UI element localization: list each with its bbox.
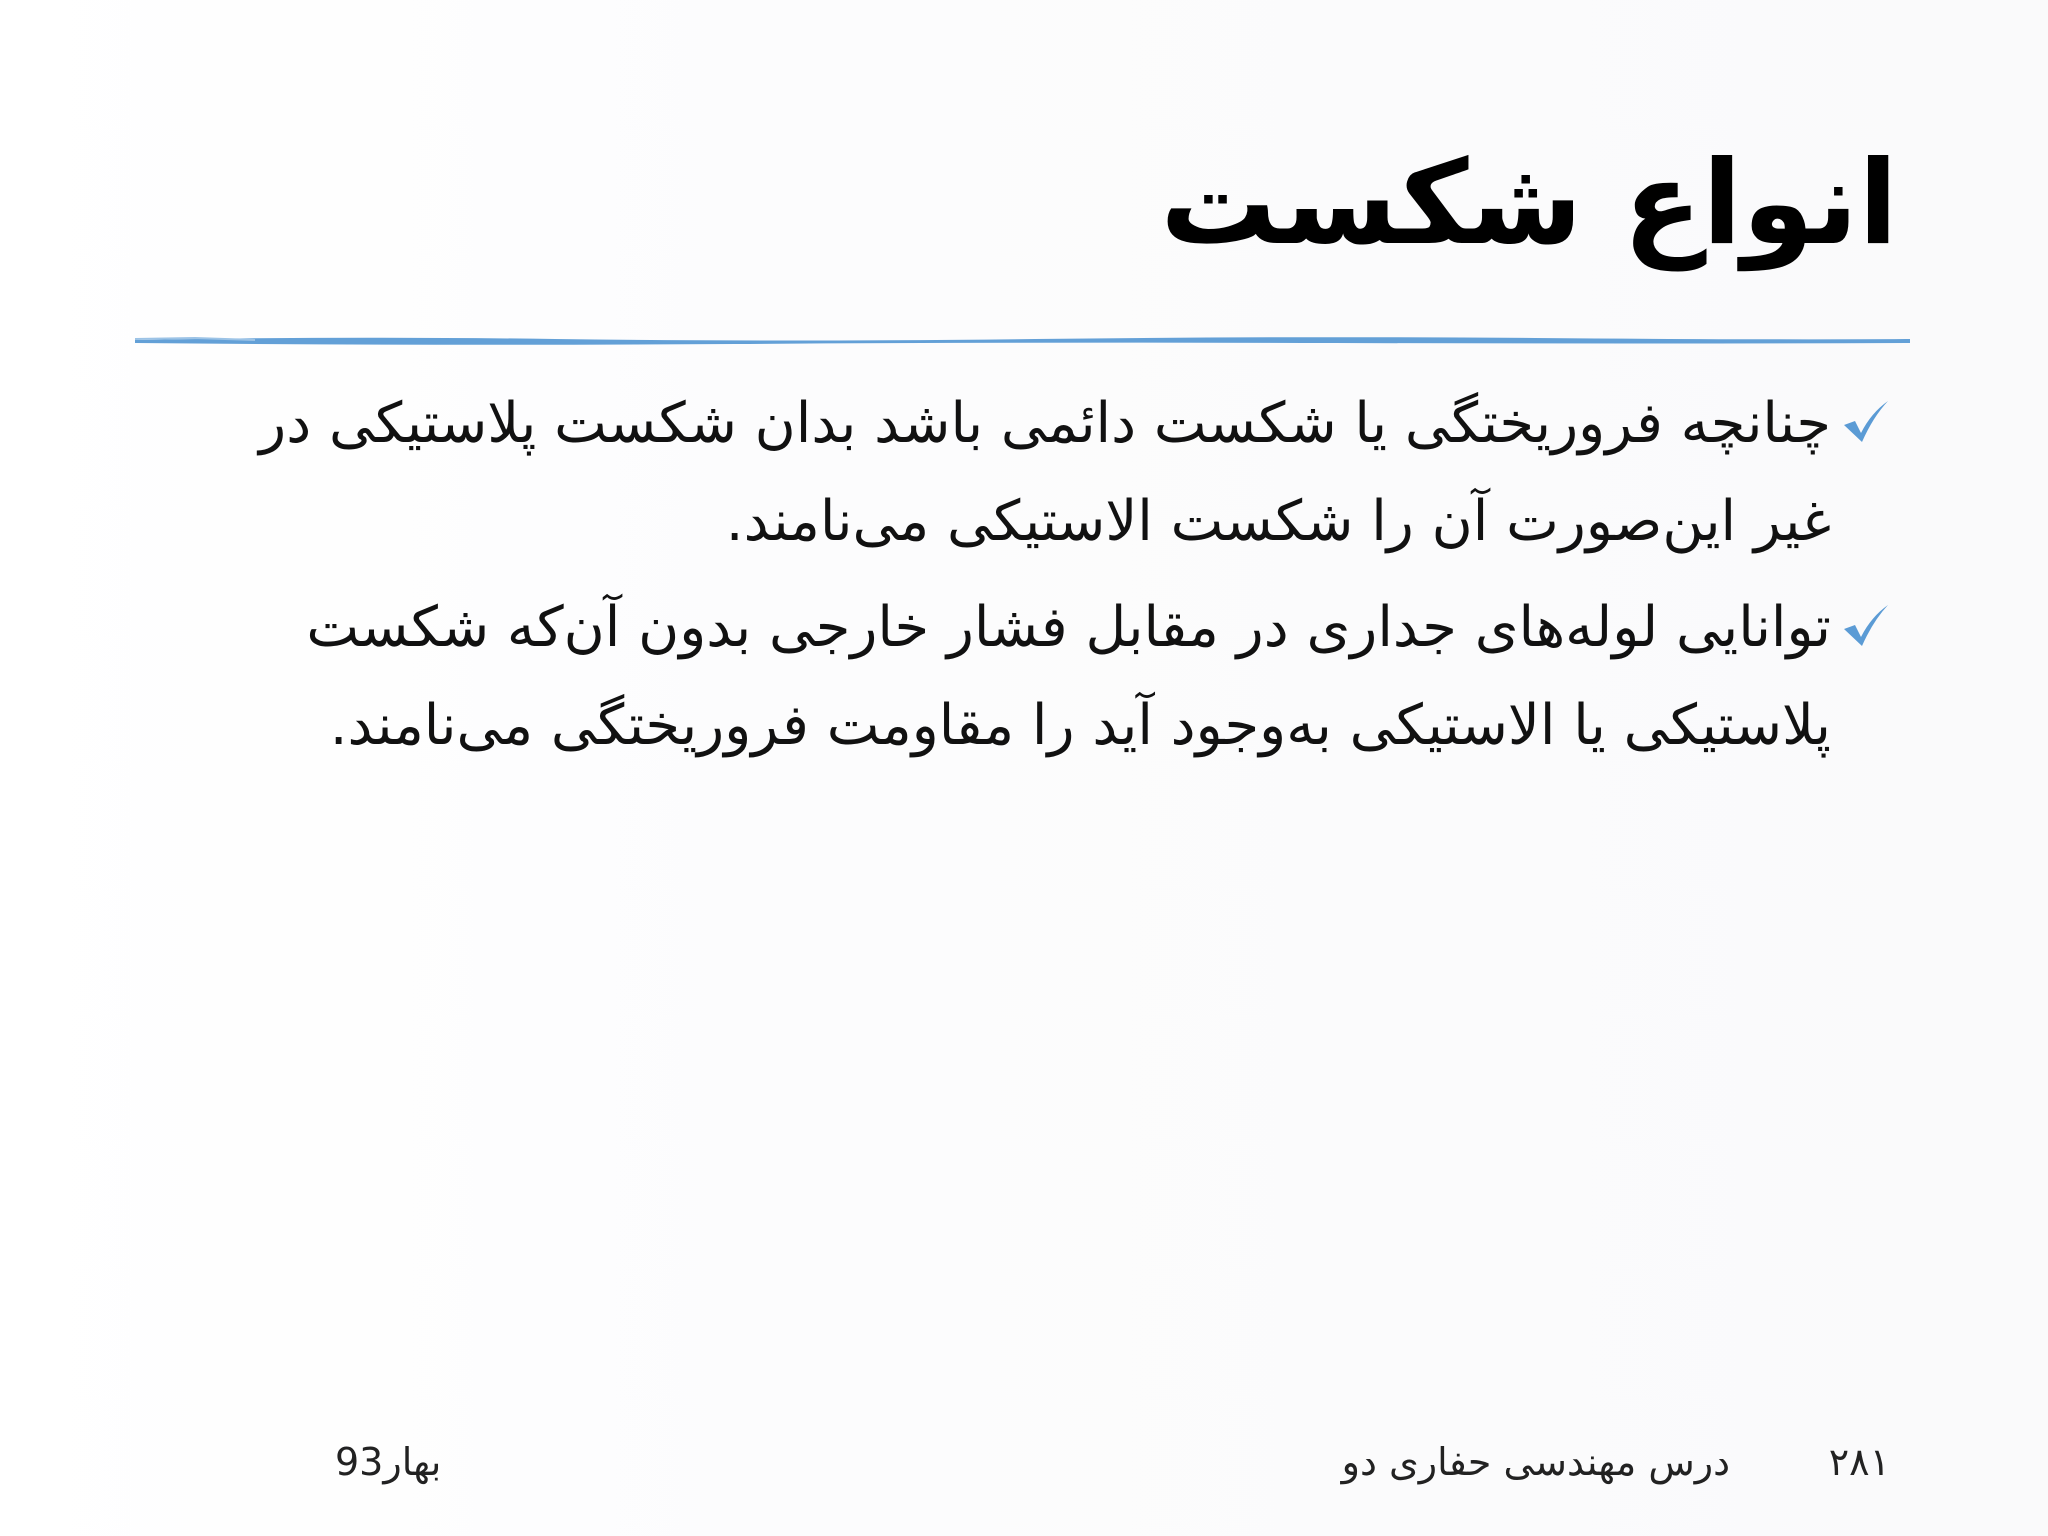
term-label: بهار93 xyxy=(335,1440,442,1484)
checkmark-icon xyxy=(1841,399,1891,445)
slide-title: انواع شکست xyxy=(1160,136,1898,271)
title-divider xyxy=(135,334,1910,346)
page-number: ۲۸۱ xyxy=(1828,1440,1890,1484)
bullet-text: توانایی لوله‌های جداری در مقابل فشار خارجی بدون آن‌که شکست پلاستیکی یا الاستیکی به‌وجود آید را مقاومت فروریختگی می‌نامند. xyxy=(306,595,1831,758)
bullet-item xyxy=(173,579,1893,775)
bullet-item xyxy=(173,375,1893,571)
bullet-list xyxy=(173,375,1893,783)
course-name: درس مهندسی حفاری دو xyxy=(1341,1440,1730,1484)
checkmark-icon xyxy=(1841,603,1891,649)
bullet-text: چنانچه فروریختگی یا شکست دائمی باشد بدان شکست پلاستیکی در غیر این‌صورت آن را شکست الاستیکی می‌نامند. xyxy=(259,391,1831,554)
